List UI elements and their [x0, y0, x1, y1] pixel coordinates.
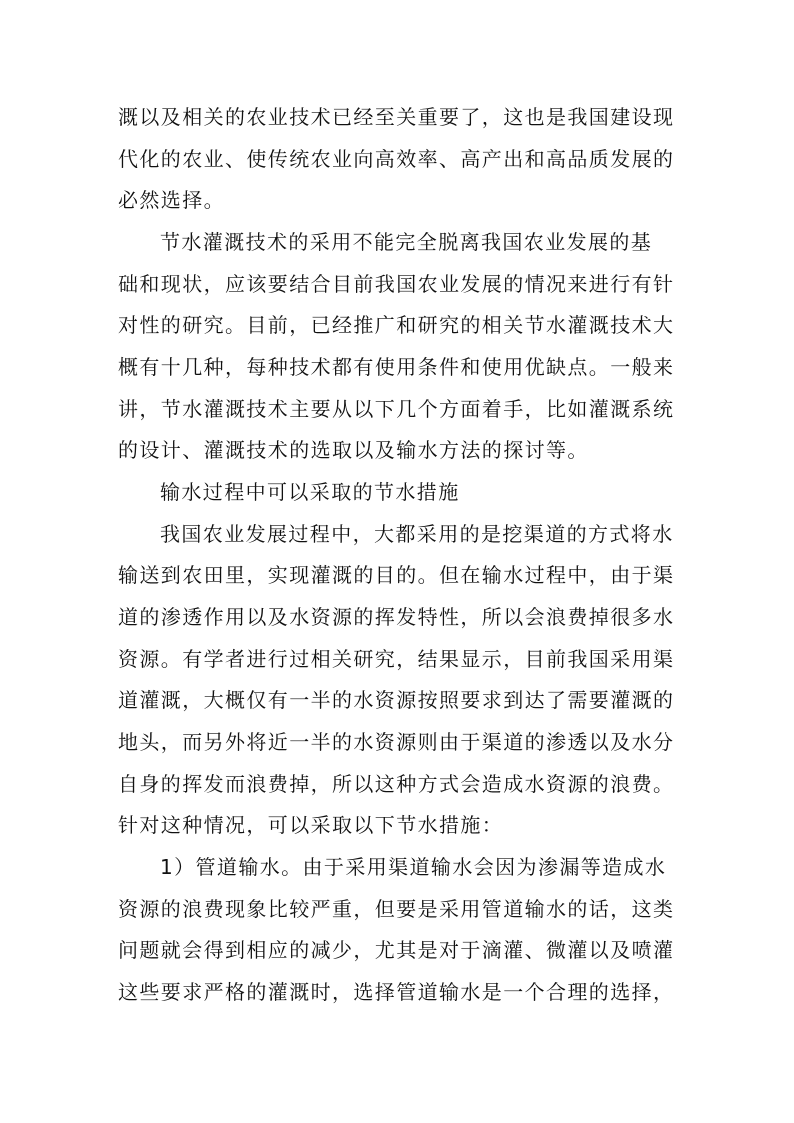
text-line: 溉以及相关的农业技术已经至关重要了，这也是我国建设现 [118, 105, 675, 129]
text-line: 问题就会得到相应的减少，尤其是对于滴灌、微灌以及喷灌 [118, 938, 675, 962]
text-line: 这些要求严格的灌溉时，选择管道输水是一个合理的选择， [118, 980, 675, 1004]
text-line: 自身的挥发而浪费掉，所以这种方式会造成水资源的浪费。 [118, 772, 675, 796]
text-line: 道的渗透作用以及水资源的挥发特性，所以会浪费掉很多水 [118, 605, 675, 629]
text-line: 针对这种情况，可以采取以下节水措施： [118, 813, 504, 837]
list-item-first-line: 1）管道输水。由于采用渠道输水会因为渗漏等造成水 [160, 855, 667, 879]
text-line: 对性的研究。目前，已经推广和研究的相关节水灌溉技术大 [118, 313, 675, 337]
text-line: 输送到农田里，实现灌溉的目的。但在输水过程中，由于渠 [118, 563, 675, 587]
text-line: 代化的农业、使传统农业向高效率、高产出和高品质发展的 [118, 147, 675, 171]
text-line: 资源的浪费现象比较严重，但要是采用管道输水的话，这类 [118, 897, 675, 921]
text-line: 资源。有学者进行过相关研究，结果显示，目前我国采用渠 [118, 647, 675, 671]
text-line: 的设计、灌溉技术的选取以及输水方法的探讨等。 [118, 438, 589, 462]
text-line: 础和现状，应该要结合目前我国农业发展的情况来进行有针 [118, 272, 675, 296]
text-line: 地头，而另外将近一半的水资源则由于渠道的渗透以及水分 [118, 730, 675, 754]
section-heading: 输水过程中可以采取的节水措施 [160, 480, 460, 504]
paragraph-first-line: 我国农业发展过程中，大都采用的是挖渠道的方式将水 [160, 522, 674, 546]
text-line: 概有十几种，每种技术都有使用条件和使用优缺点。一般来 [118, 355, 675, 379]
text-line: 必然选择。 [118, 188, 225, 212]
paragraph-first-line: 节水灌溉技术的采用不能完全脱离我国农业发展的基 [160, 230, 653, 254]
text-line: 道灌溉，大概仅有一半的水资源按照要求到达了需要灌溉的 [118, 688, 675, 712]
text-line: 讲，节水灌溉技术主要从以下几个方面着手，比如灌溉系统 [118, 397, 675, 421]
